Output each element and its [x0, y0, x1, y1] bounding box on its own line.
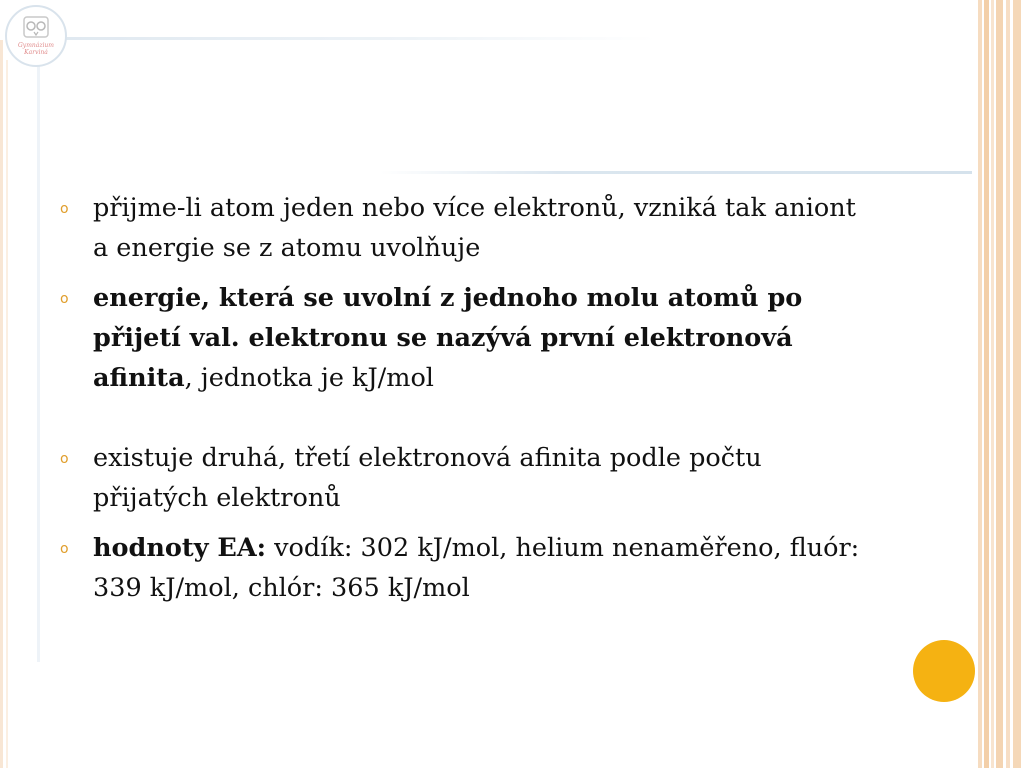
decorative-stripe — [978, 0, 982, 768]
bullet-item-2 — [60, 278, 880, 398]
decorative-stripe-left — [0, 40, 3, 768]
bullet-list — [60, 188, 880, 608]
school-logo — [5, 5, 67, 67]
decorative-stripe — [1013, 0, 1021, 768]
decorative-stripe — [996, 0, 1003, 768]
title-divider — [380, 171, 972, 174]
logo-line1: Gymnázium — [18, 42, 54, 49]
bullet-item-1 — [60, 188, 880, 268]
bullet-rest-text: , jednotka je kJ/mol — [184, 363, 434, 393]
bullet-text: přijme-li atom jeden nebo více elektronů, vzniká tak aniont a energie se z atomu uvolňuje — [93, 193, 856, 263]
bullet-text — [93, 528, 873, 608]
bullet-marker-icon: o — [60, 541, 69, 557]
accent-circle — [913, 640, 975, 702]
bullet-bold-text: hodnoty EA: — [93, 533, 267, 563]
decorative-stripe — [991, 0, 994, 768]
bullet-item-4 — [60, 528, 880, 608]
decorative-stripe — [1006, 0, 1010, 768]
decorative-stripe — [984, 0, 989, 768]
bullet-marker-icon: o — [60, 291, 69, 307]
logo-line2: Karviná — [24, 49, 48, 56]
bullet-marker-icon: o — [60, 451, 69, 467]
owl-icon — [7, 7, 65, 65]
top-rule — [36, 37, 656, 40]
bullet-bold-text: energie, která se uvolní z jednoho molu atomů po přijetí val. elektronu se nazývá první elektronová afinita — [93, 283, 803, 393]
bullet-item-3 — [60, 438, 880, 518]
bullet-marker-icon: o — [60, 201, 69, 217]
bullet-text — [93, 278, 873, 398]
bullet-rest-text: vodík: 302 kJ/mol, helium nenaměřeno, fluór: 339 kJ/mol, chlór: 365 kJ/mol — [93, 533, 860, 603]
decorative-stripe-left — [6, 60, 8, 768]
bullet-text: existuje druhá, třetí elektronová afinita podle počtu přijatých elektronů — [93, 443, 762, 513]
decorative-stripe-left — [37, 62, 40, 662]
